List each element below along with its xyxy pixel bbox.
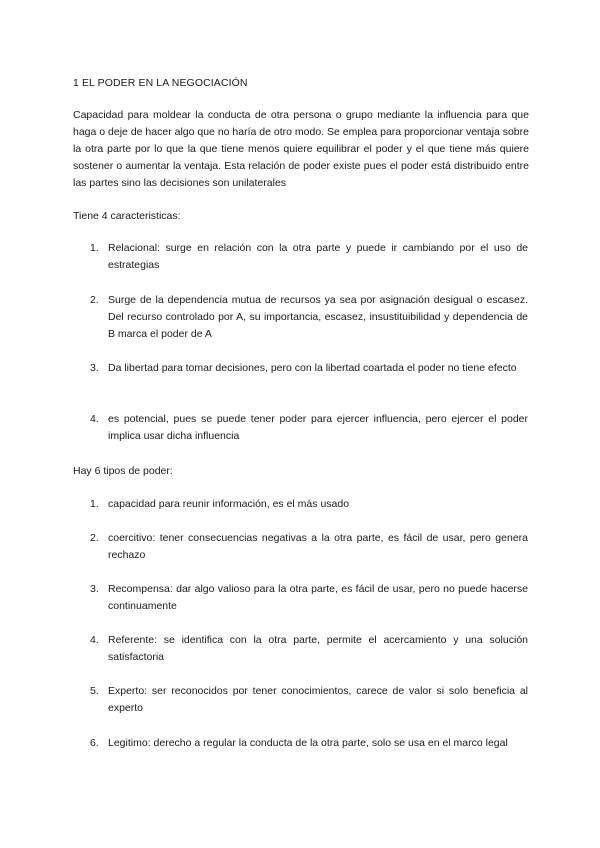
section-heading: 1 EL PODER EN LA NEGOCIACIÓN bbox=[73, 77, 248, 89]
item-text: Recompensa: dar algo valioso para la otra parte, es fácil de usar, pero no puede hacerse continuamente bbox=[108, 583, 528, 612]
item-number: 4. bbox=[90, 413, 99, 425]
item-text: es potencial, pues se puede tener poder para ejercer influencia, pero ejercer el poder implica usar dicha influencia bbox=[108, 413, 528, 442]
item-number: 4. bbox=[90, 634, 99, 646]
item-text: Relacional: surge en relación con la otra parte y puede ir cambiando por el uso de estrategias bbox=[108, 242, 528, 271]
item-text: Surge de la dependencia mutua de recursos ya sea por asignación desigual o escasez. Del recurso controlado por A, su importancia, escasez, insustituibilidad y dependencia de B marca el poder de A bbox=[108, 294, 528, 340]
item-number: 5. bbox=[90, 685, 99, 697]
item-text: Experto: ser reconocidos por tener conocimientos, carece de valor si solo beneficia al experto bbox=[108, 685, 528, 714]
item-text: capacidad para reunir información, es el más usado bbox=[108, 498, 350, 510]
item-number: 2. bbox=[90, 294, 99, 306]
item-number: 6. bbox=[90, 737, 99, 749]
item-number: 3. bbox=[90, 583, 99, 595]
item-number: 2. bbox=[90, 532, 99, 544]
power-types-label: Hay 6 tipos de poder: bbox=[73, 465, 173, 477]
item-text: Referente: se identifica con la otra parte, permite el acercamiento y una solución satisfactoria bbox=[108, 634, 528, 663]
characteristics-label: Tiene 4 caracteristicas: bbox=[73, 210, 181, 222]
item-text: Da libertad para tomar decisiones, pero con la libertad coartada el poder no tiene efecto bbox=[108, 362, 517, 374]
item-number: 3. bbox=[90, 362, 99, 374]
item-number: 1. bbox=[90, 498, 99, 510]
item-number: 1. bbox=[90, 242, 99, 254]
item-text: Legitimo: derecho a regular la conducta de la otra parte, solo se usa en el marco legal bbox=[108, 737, 508, 749]
intro-paragraph: Capacidad para moldear la conducta de otra persona o grupo mediante la influencia para que haga o deje de hacer algo que no haría de otro modo. Se emplea para proporcionar ventaja sobre la otra parte por lo que la que tiene menos quiere equilibrar el poder y el que tiene más quiere sostener o aumentar la ventaja. Esta relación de poder existe pues el poder está distribuido entre las partes sino las decisiones son unilaterales bbox=[73, 109, 529, 189]
item-text: coercitivo: tener consecuencias negativas a la otra parte, es fácil de usar, pero genera rechazo bbox=[108, 532, 528, 561]
